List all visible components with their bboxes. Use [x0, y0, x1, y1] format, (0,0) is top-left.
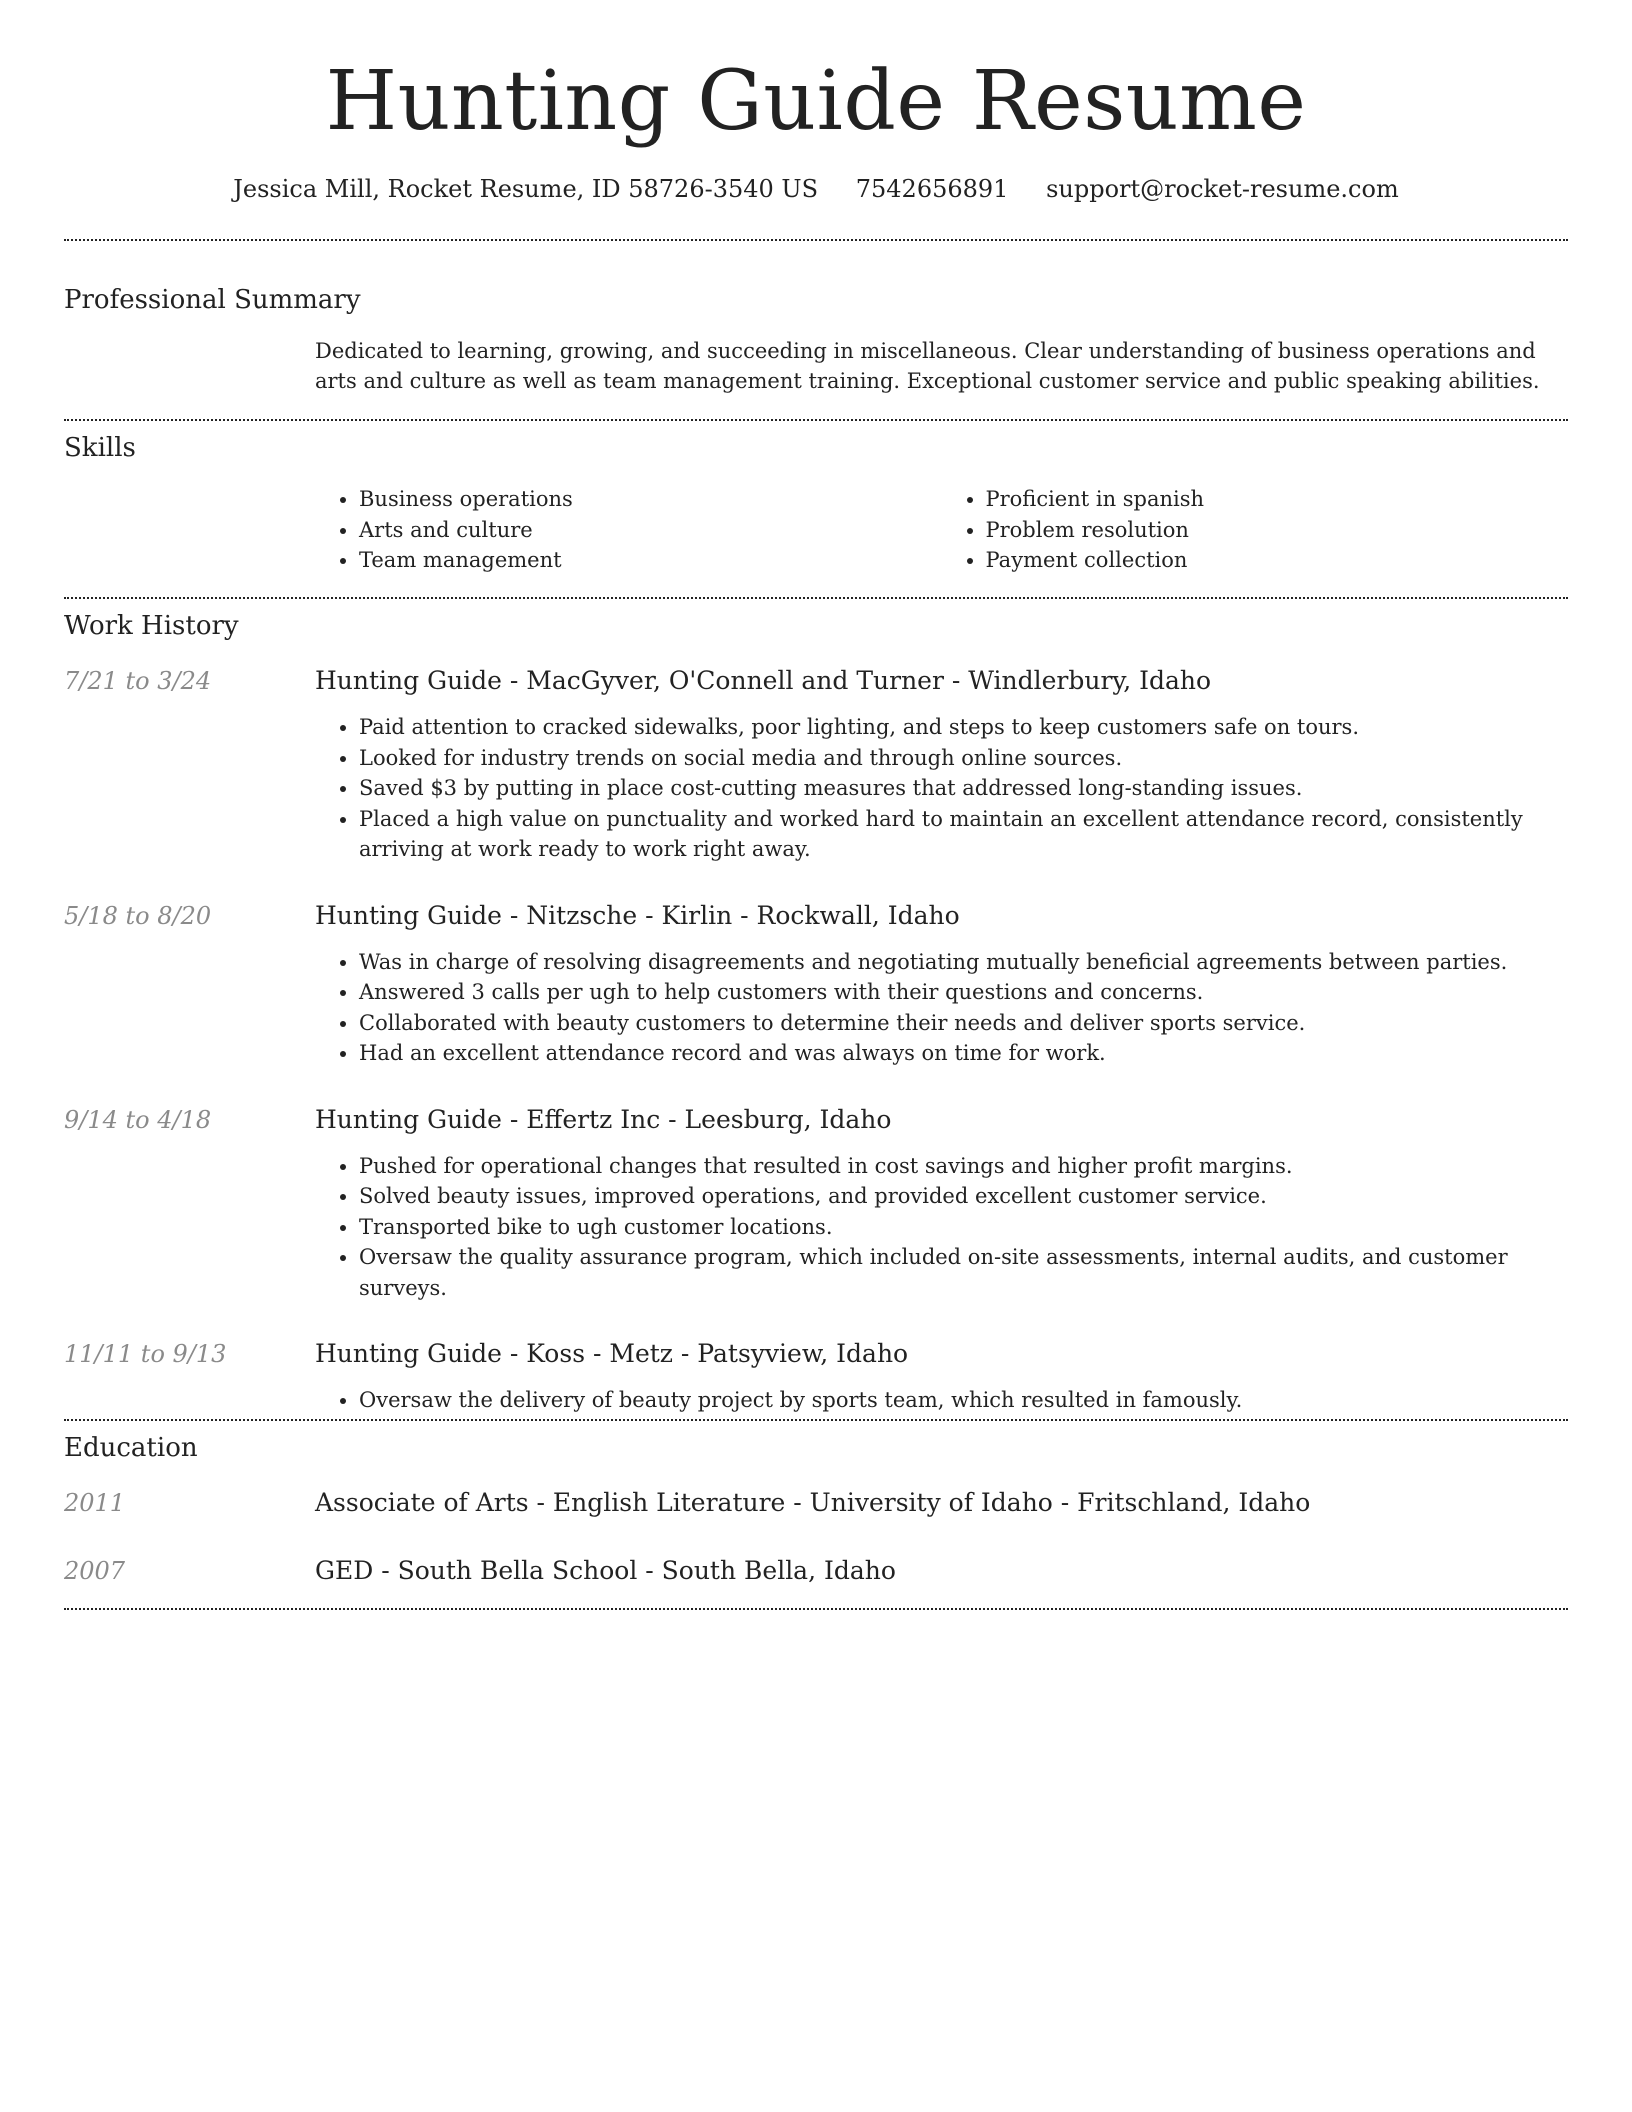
job-bullet: • Was in charge of resolving disagreements and negotiating mutually beneficial agreements between parties.	[359, 947, 1568, 978]
job-bullet: • Answered 3 calls per ugh to help customers with their questions and concerns.	[359, 977, 1568, 1008]
job-bullet: • Collaborated with beauty customers to determine their needs and deliver sports service.	[359, 1008, 1568, 1039]
education-body	[315, 1486, 1568, 1520]
summary-text: Dedicated to learning, growing, and succeeding in miscellaneous. Clear understanding of business operations and arts and culture as well as team management training. Exceptional customer service and public speaking abilities.	[315, 339, 1540, 393]
job-bullets	[315, 1151, 1568, 1304]
job-bullet: • Oversaw the quality assurance program, which included on-site assessments, internal audits, and customer surveys.	[359, 1242, 1568, 1303]
job-body	[315, 1337, 1568, 1416]
job-body	[315, 1103, 1568, 1304]
education-entry	[64, 1554, 1568, 1588]
education-entry	[64, 1486, 1568, 1520]
job-title: Hunting Guide - Effertz Inc - Leesburg, Idaho	[315, 1104, 892, 1134]
job-entry	[64, 664, 1568, 865]
skill-item: • Payment collection	[986, 545, 1569, 576]
job-bullet: • Oversaw the delivery of beauty project by sports team, which resulted in famously.	[359, 1385, 1568, 1416]
education-divider	[64, 1608, 1568, 1610]
job-entry	[64, 1103, 1568, 1304]
work-heading: Work History	[64, 611, 239, 641]
job-bullets	[315, 1385, 1568, 1416]
contact-line	[0, 172, 1632, 206]
education-heading: Education	[64, 1433, 198, 1463]
job-title: Hunting Guide - Nitzsche - Kirlin - Rockwall, Idaho	[315, 900, 960, 930]
job-dates: 9/14 to 4/18	[64, 1105, 212, 1134]
skill-item: • Problem resolution	[986, 515, 1569, 546]
job-bullets	[315, 712, 1568, 865]
job-body	[315, 664, 1568, 865]
job-body	[315, 899, 1568, 1069]
summary-heading: Professional Summary	[64, 285, 361, 315]
skill-item: • Proficient in spanish	[986, 484, 1569, 515]
skills-divider	[64, 597, 1568, 599]
job-title: Hunting Guide - MacGyver, O'Connell and Turner - Windlerbury, Idaho	[315, 666, 1212, 695]
contact-address: Jessica Mill, Rocket Resume, ID 58726-3540 US	[233, 175, 819, 203]
job-bullets	[315, 947, 1568, 1069]
job-bullet: • Saved $3 by putting in place cost-cutting measures that addressed long-standing issues.	[359, 773, 1568, 804]
skill-item: • Arts and culture	[359, 515, 942, 546]
contact-phone: 7542656891	[855, 175, 1009, 203]
skills-heading: Skills	[64, 433, 136, 463]
summary-section	[64, 282, 1568, 396]
job-bullet: • Had an excellent attendance record and was always on time for work.	[359, 1038, 1568, 1069]
job-dates: 11/11 to 9/13	[64, 1340, 227, 1368]
resume-title: Hunting Guide Resume	[325, 54, 1307, 149]
job-bullet: • Paid attention to cracked sidewalks, poor lighting, and steps to keep customers safe on tours.	[359, 712, 1568, 743]
education-title: GED - South Bella School - South Bella, Idaho	[315, 1556, 896, 1585]
summary-divider	[64, 419, 1568, 421]
skills-section	[64, 430, 1568, 576]
work-divider	[64, 1419, 1568, 1421]
skill-item: • Business operations	[359, 484, 942, 515]
skills-list	[315, 484, 1568, 576]
skills-column-right	[942, 484, 1569, 576]
job-bullet: • Looked for industry trends on social media and through online sources.	[359, 743, 1568, 774]
education-title: Associate of Arts - English Literature - University of Idaho - Fritschland, Idaho	[315, 1488, 1311, 1517]
job-bullet: • Solved beauty issues, improved operations, and provided excellent customer service.	[359, 1181, 1568, 1212]
education-year: 2011	[64, 1489, 126, 1517]
job-dates: 5/18 to 8/20	[64, 901, 212, 930]
header-divider	[64, 239, 1568, 241]
job-dates: 7/21 to 3/24	[64, 667, 212, 695]
education-year: 2007	[64, 1557, 126, 1585]
education-body	[315, 1554, 1568, 1588]
education-section	[64, 1430, 1568, 1588]
job-bullet: • Transported bike to ugh customer locations.	[359, 1212, 1568, 1243]
job-entry	[64, 1337, 1568, 1416]
work-section	[64, 608, 1568, 1416]
contact-email: support@rocket-resume.com	[1046, 175, 1399, 203]
job-title: Hunting Guide - Koss - Metz - Patsyview, Idaho	[315, 1339, 909, 1368]
skills-column-left	[315, 484, 942, 576]
skill-item: • Team management	[359, 545, 942, 576]
job-bullet: • Placed a high value on punctuality and worked hard to maintain an excellent attendance record, consistently arriving at work ready to work right away.	[359, 804, 1568, 865]
job-bullet: • Pushed for operational changes that resulted in cost savings and higher profit margins.	[359, 1151, 1568, 1182]
job-entry	[64, 899, 1568, 1069]
